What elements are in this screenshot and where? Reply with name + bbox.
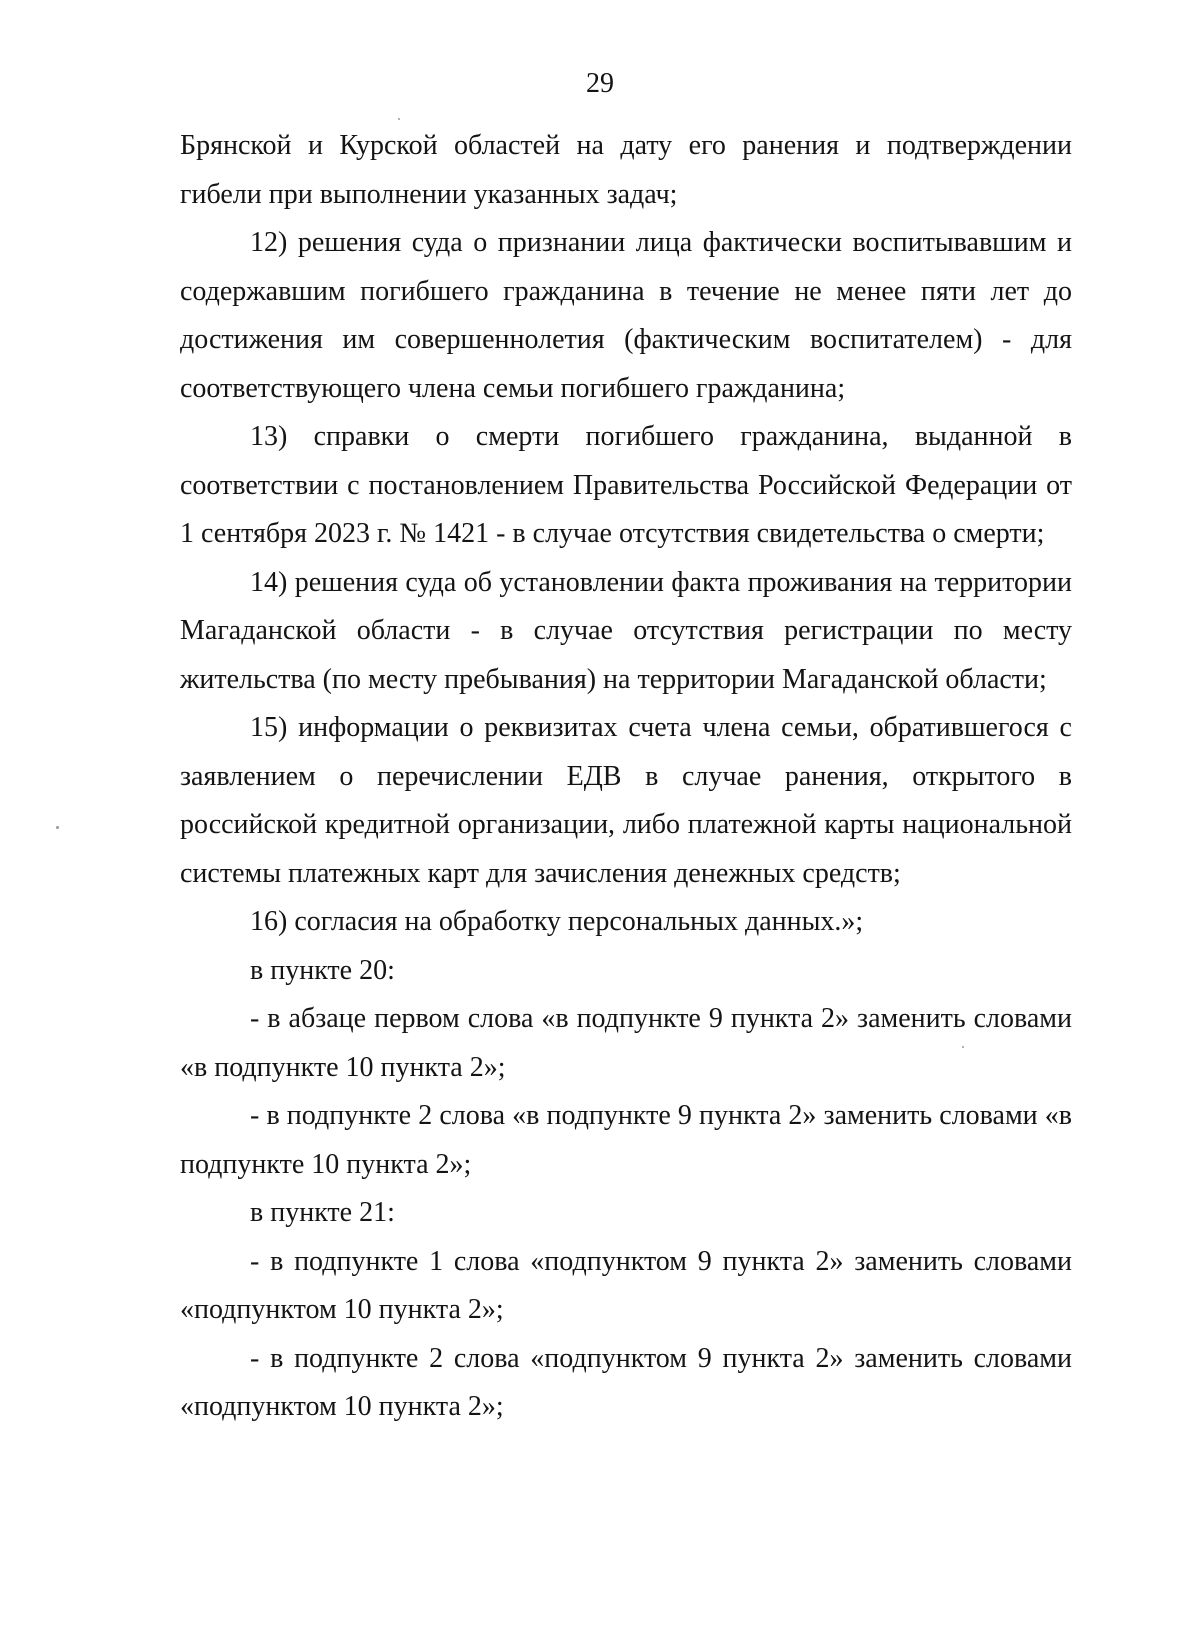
paragraph-point-20-amendment-2: - в подпункте 2 слова «в подпункте 9 пункта 2» заменить словами «в подпункте 10 пункта 2»;	[180, 1100, 1072, 1180]
paragraph-item-13: 13) справки о смерти погибшего гражданина, выданной в соответствии с постановлением Правительства Российской Федерации от 1 сентября 2023 г. № 1421 - в случае отсутствия свидетельства о смерти;	[180, 421, 1072, 549]
paragraph-point-21-amendment-2: - в подпункте 2 слова «подпунктом 9 пункта 2» заменить словами «подпунктом 10 пункта 2»;	[180, 1342, 1072, 1422]
paragraph-point-21-heading: в пункте 21:	[250, 1197, 395, 1228]
paragraph-point-20-heading: в пункте 20:	[250, 954, 395, 986]
page-number: 29	[586, 68, 614, 99]
paragraph-point-21-amendment-1: - в подпункте 1 слова «подпунктом 9 пункта 2» заменить словами «подпунктом 10 пункта 2»;	[180, 1245, 1072, 1325]
scan-speck	[398, 118, 400, 120]
scan-speck	[962, 1046, 964, 1048]
paragraph-item-16: 16) согласия на обработку персональных данных.»;	[250, 906, 864, 937]
paragraph-point-20-amendment-1: - в абзаце первом слова «в подпункте 9 пункта 2» заменить словами «в подпункте 10 пункта 2»;	[180, 1003, 1072, 1083]
paragraph-item-15: 15) информации о реквизитах счета члена семьи, обратившегося с заявлением о перечислении ЕДВ в случае ранения, открытого в российской кредитной организации, либо платежной карты национальной системы платежных карт для зачисления денежных средств;	[180, 712, 1072, 889]
scan-speck	[56, 826, 59, 829]
paragraph-item-14: 14) решения суда об установлении факта проживания на территории Магаданской области - в случае отсутствия регистрации по месту жительства (по месту пребывания) на территории Магаданской области;	[180, 566, 1072, 695]
paragraph-item-12: 12) решения суда о признании лица фактически воспитывавшим и содержавшим погибшего гражданина в течение не менее пяти лет до достижения им совершеннолетия (фактическим воспитателем) - для соответствующего члена семьи погибшего гражданина;	[180, 227, 1072, 404]
document-body	[180, 122, 1072, 1432]
paragraph-continuation: Брянской и Курской областей на дату его ранения и подтверждении гибели при выполнении указанных задач;	[180, 130, 1072, 210]
